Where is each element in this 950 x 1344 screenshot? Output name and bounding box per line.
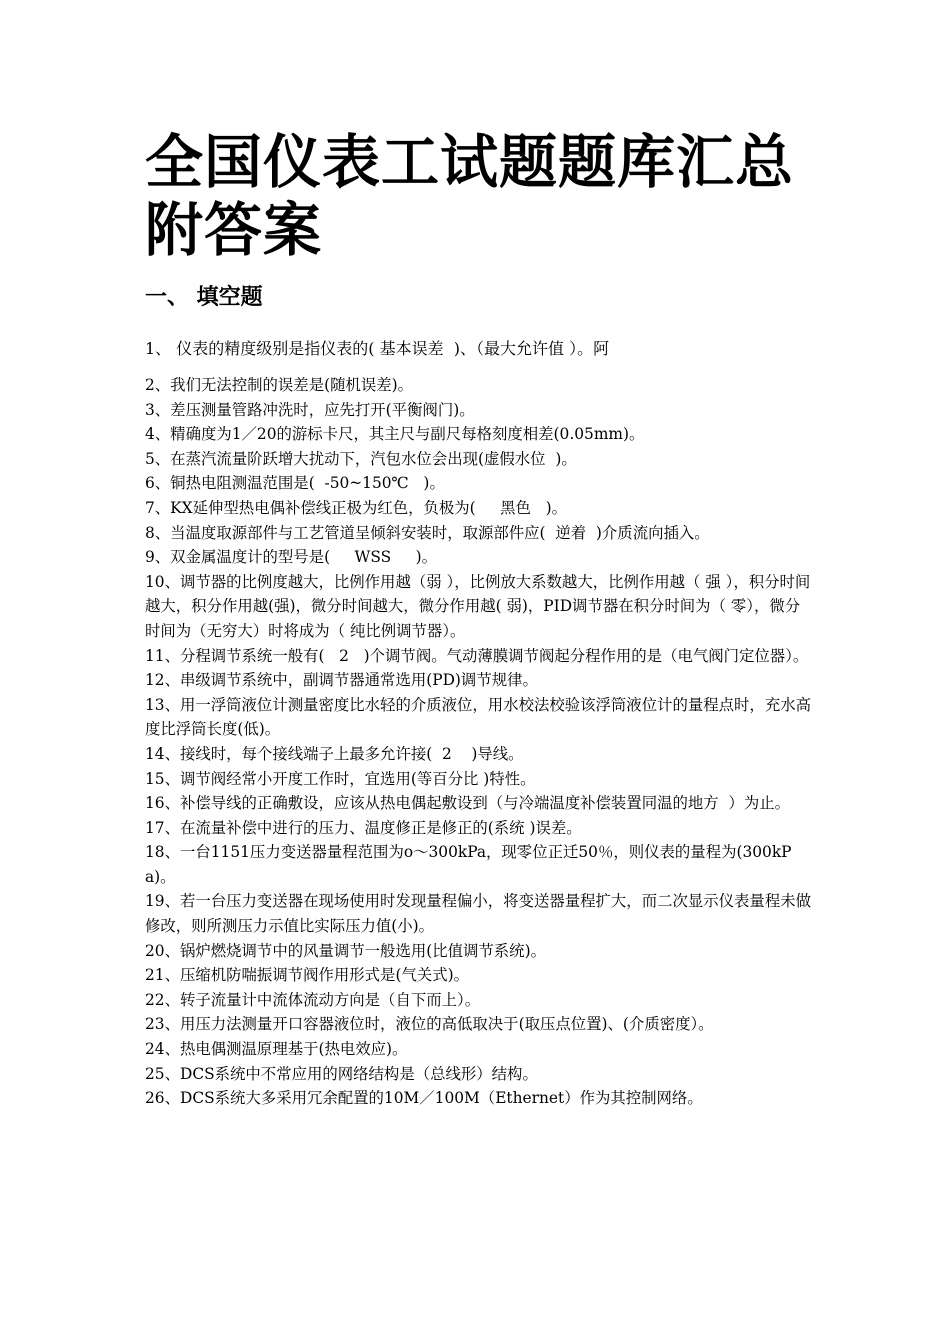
question-item: 10、调节器的比例度越大，比例作用越（弱 ），比例放大系数越大，比例作用越（ 强 ），积分时间越大，积分作用越(强)，微分时间越大，微分作用越( 弱)，PID调节器在积分时间为（ 零），微分时间为（无穷大）时将成为（ 纯比例调节器）。 [145, 572, 811, 640]
question-item: 14、接线时，每个接线端子上最多允许接( 2 )导线。 [145, 744, 524, 763]
question-item: 7、KX延伸型热电偶补偿线正极为红色，负极为( 黑色 )。 [145, 498, 567, 517]
question-item: 12、串级调节系统中，副调节器通常选用(PD)调节规律。 [145, 671, 538, 690]
question-item: 23、用压力法测量开口容器液位时，液位的高低取决于(取压点位置)、(介质密度）。 [145, 1015, 714, 1034]
question-item: 26、DCS系统大多采用冗余配置的10M／100M（Ethernet）作为其控制网络。 [145, 1089, 703, 1108]
question-item: 9、双金属温度计的型号是( WSS )。 [145, 548, 438, 567]
question-item: 2、我们无法控制的误差是(随机误差)。 [145, 376, 414, 394]
document-title: 全国仪表工试题题库汇总附答案 [145, 128, 795, 264]
question-item: 16、补偿导线的正确敷设，应该从热电偶起敷设到（与冷端温度补偿装置同温的地方 ）为止。 [145, 794, 790, 813]
question-item: 15、调节阀经常小开度工作时，宜选用(等百分比 )特性。 [145, 769, 536, 788]
question-item: 5、在蒸汽流量阶跃增大扰动下，汽包水位会出现(虚假水位 )。 [145, 449, 577, 468]
question-item: 11、分程调节系统一般有( 2 )个调节阀。气动薄膜调节阀起分程作用的是（电气阀门定位器）。 [145, 646, 809, 665]
question-item: 3、差压测量管路冲洗时，应先打开(平衡阀门)。 [145, 400, 475, 419]
question-item: 20、锅炉燃烧调节中的风量调节一般选用(比值调节系统)。 [145, 941, 546, 960]
question-item: 21、压缩机防喘振调节阀作用形式是(气关式)。 [145, 966, 470, 985]
question-item: 4、精确度为1／20的游标卡尺，其主尺与副尺每格刻度相差(0.05mm)。 [145, 425, 645, 444]
question-item: 22、转子流量计中流体流动方向是（自下而上）。 [145, 990, 481, 1009]
question-list [145, 373, 811, 1111]
question-item: 17、在流量补偿中进行的压力、温度修正是修正的(系统 )误差。 [145, 818, 582, 837]
question-item: 8、当温度取源部件与工艺管道呈倾斜安装时，取源部件应( 逆着 )介质流向插入。 [145, 523, 710, 542]
question-item: 13、用一浮筒液位计测量密度比水轻的介质液位，用水校法校验该浮筒液位计的量程点时，充水高度比浮筒长度(低)。 [145, 695, 811, 739]
section-heading: 一、 填空题 [145, 285, 263, 310]
question-item: 6、铜热电阻测温范围是( -50~150℃ )。 [145, 474, 445, 493]
question-item: 19、若一台压力变送器在现场使用时发现量程偏小，将变送器量程扩大，而二次显示仪表量程未做修改，则所测压力示值比实际压力值(小)。 [145, 892, 811, 936]
question-item: 24、热电偶测温原理基于(热电效应)。 [145, 1040, 408, 1059]
question-1: 1、 仪表的精度级别是指仪表的( 基本误差 )、（最大允许值 ）。阿 [145, 339, 610, 358]
question-item: 18、一台1151压力变送器量程范围为o～300kPa，现零位正迁50％，则仪表的量程为(300kPa)。 [145, 843, 792, 886]
question-item: 25、DCS系统中不常应用的网络结构是（总线形）结构。 [145, 1064, 538, 1083]
